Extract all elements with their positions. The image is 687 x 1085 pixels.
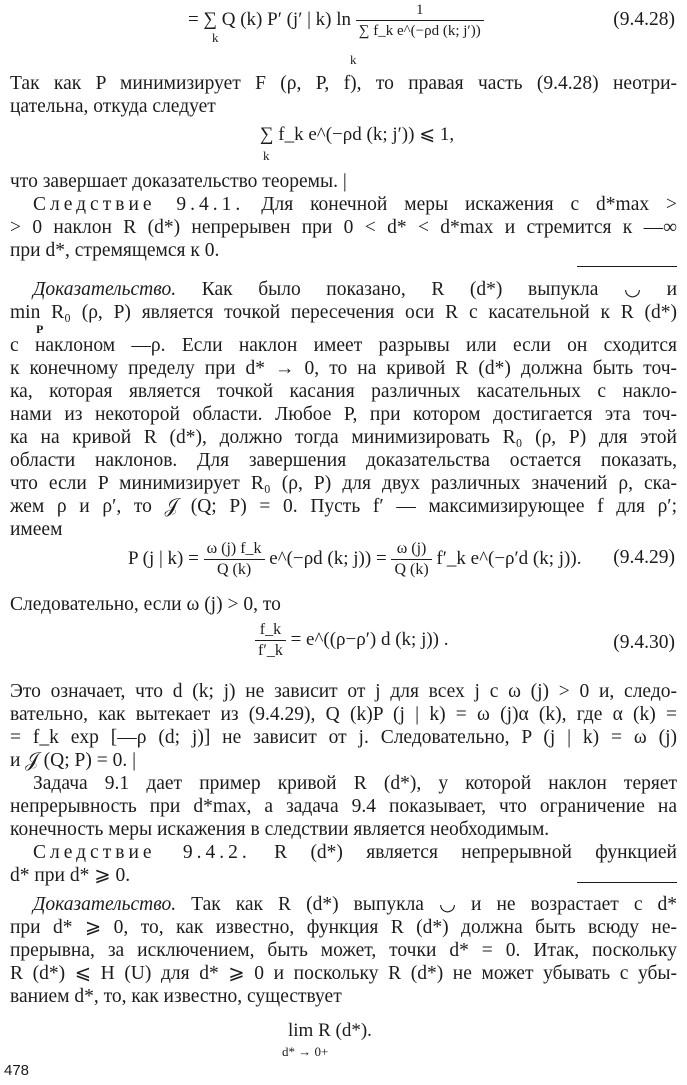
sum-index: k [212,30,219,45]
text-line: к конечному пределу при d* → 0, то на кривой R (d*) должна быть точ- [10,358,677,379]
corollary-label: Следствие 9.4.1. [33,194,245,215]
text-line: при d*, стремящемся к 0. [10,240,220,261]
text-line: конечность меры искажения в следствии является необходимым. [10,819,550,840]
text-line: ванием d*, то, как известно, существует [10,986,342,1007]
numerator: f_k [255,620,286,641]
denominator: Q (k) [216,561,252,578]
proof-text: Как было показано, R (d*) выпукла ◡ и [201,279,678,300]
corollary-line [33,841,677,864]
fraction [255,620,286,661]
text-line: имеем [10,519,63,540]
text-line: Задача 9.1 дает пример кривой R (d*), у которой наклон теряет [33,773,677,794]
equation-lhs: P (j | k) = [128,547,199,569]
numerator: 1 [356,0,484,21]
text-line: Так как P минимизирует F (ρ, P, f), то правая часть (9.4.28) неотри- [10,73,677,94]
text-line: d* при d* ⩾ 0. [10,865,131,886]
numerator: ω (j) f_k [204,539,265,560]
separator-rule [577,882,677,883]
proof-label: Доказательство. [33,279,177,300]
corollary-text: R (d*) является непрерывной функцией [274,842,677,863]
fraction [356,0,484,41]
text-line: прерывна, за исключением, быть может, точки d* = 0. Итак, поскольку [10,940,677,961]
text-line: > 0 наклон R (d*) непрерывен при 0 < d* < d*max и стремится к —∞ [10,217,677,238]
equation-inequality: ∑ f_k e^(−ρd (k; j′)) ⩽ 1, [260,124,455,145]
text-line: с наклоном —ρ. Если наклон имеет разрывы или если он сходится [10,335,677,356]
text-line: = f_k exp [—ρ (d; j)] не зависит от j. Следовательно, P (j | k) = ω (j) [10,727,677,748]
equation-body: = ∑ Q (k) P′ (j′ | k) ln [188,8,352,30]
proof-label: Доказательство. [33,894,177,915]
text-line: вательно, как вытекает из (9.4.29), Q (k)P (j | k) = ω (j)α (k), где α (k) = [10,704,677,725]
fraction [391,539,431,580]
equation-number: (9.4.29) [613,547,675,568]
proof-line [33,893,677,916]
text-line: R (d*) ⩽ H (U) для d* ⩾ 0 и поскольку R (d*) не может убывать с убы- [10,963,677,984]
text-line: при d* ⩾ 0, то, как известно, функция R (d*) должна быть всюду не- [10,917,677,938]
text-line: ка на кривой R (d*), должно тогда минимизировать R₀ (ρ, P) для этой [10,427,677,448]
denominator: ∑ f_k e^(−ρd (k; j′)) [358,23,481,39]
equation-number: (9.4.28) [613,9,675,30]
equation-9-4-29 [128,539,581,580]
text-line: Следовательно, если ω (j) > 0, то [10,594,281,615]
text-line: что если P минимизирует R₀ (ρ, P) для двух различных значений ρ, ска- [10,473,677,494]
corollary-label: Следствие 9.4.2. [33,842,251,863]
text-line: области наклонов. Для завершения доказательства остается показать, [10,450,677,471]
numerator: ω (j) [391,539,431,560]
equation-number: (9.4.30) [613,632,675,653]
equation-middle: e^(−ρd (k; j)) = [269,547,387,569]
sum-index-denominator: k [350,52,357,67]
text-line: ка, которая является точкой касания различных касательных с накло- [10,381,677,402]
denominator: f′_k [258,642,283,659]
proof-text: Так как R (d*) выпукла ◡ и не возрастает с d* [191,894,677,915]
text-line: непрерывность при d*max, а задача 9.4 показывает, что ограничение на [10,796,677,817]
corollary-text: Для конечной меры искажения с d*max > [261,194,677,215]
text-line: цательна, откуда следует [10,96,216,117]
fraction [204,539,265,580]
denominator: Q (k) [394,561,429,578]
subscript-p: P [36,322,44,336]
separator-rule [577,266,677,267]
equation-9-4-30 [255,620,449,661]
text-line: и 𝒥 (Q; P) = 0. | [10,750,136,771]
page-number: 478 [4,1062,30,1079]
proof-line [33,278,677,301]
text-line: жем ρ и ρ′, то 𝒥 (Q; P) = 0. Пусть f′ — максимизирующее f для ρ′; [10,496,677,517]
corollary-line [33,193,677,216]
equation-rhs: = e^((ρ−ρ′) d (k; j)) . [290,628,449,650]
equation-limit: lim R (d*). [288,1020,372,1041]
text-line: min R₀ (ρ, P) является точкой пересечения оси R с касательной к R (d*) [10,302,677,323]
equation-rhs: f′_k e^(−ρ′d (k; j)). [436,547,582,569]
sum-index: k [263,148,270,163]
text-line: нами из некоторой области. Любое P, при котором достигается эта точ- [10,404,677,425]
text-line: Это означает, что d (k; j) не зависит от j для всех j с ω (j) > 0 и, следо- [10,681,677,702]
limit-subscript: d* → 0+ [282,1044,329,1059]
text-line: что завершает доказательство теоремы. | [10,171,347,192]
equation-9-4-28 [188,0,484,41]
